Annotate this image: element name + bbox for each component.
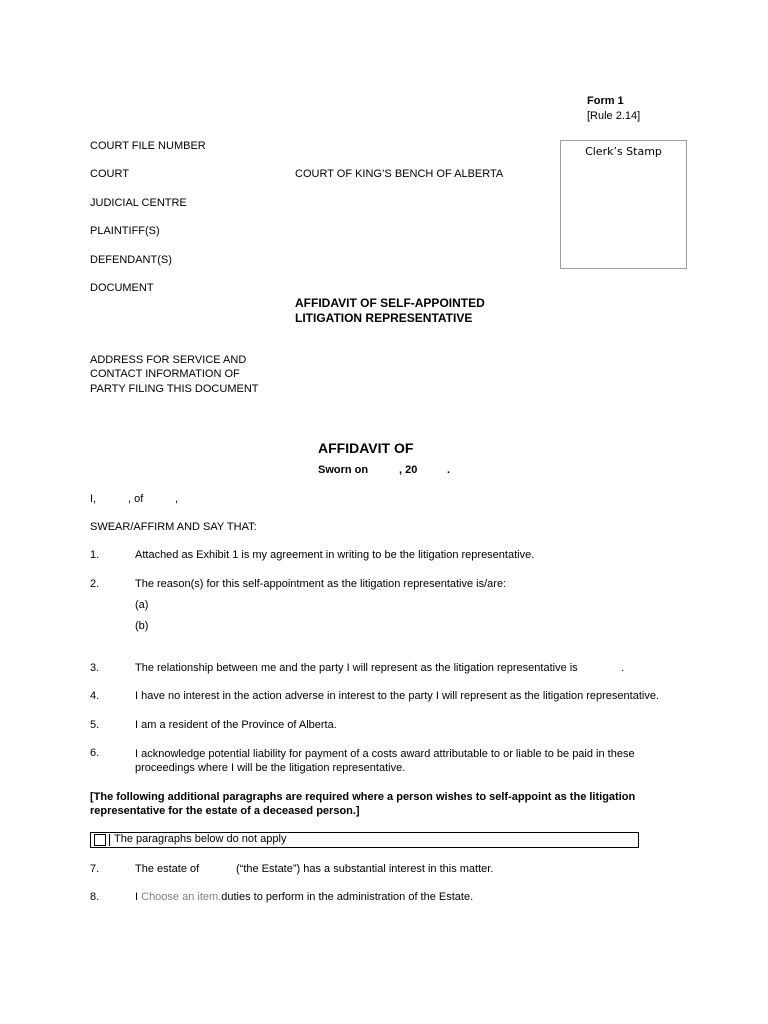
paragraph-6-text: I acknowledge potential liability for payment of a costs award attributable to or liable to be paid in these proceedings where I will be the litigation representative. — [135, 748, 635, 774]
form-number: Form 1 — [587, 95, 624, 107]
paragraph-2-number: 2. — [90, 578, 100, 590]
paragraph-6-number: 6. — [90, 747, 100, 759]
swear-affirm-line: SWEAR/AFFIRM AND SAY THAT: — [90, 521, 257, 533]
additional-paragraphs-note: [The following additional paragraphs are required where a person wishes to self-appoint as the litigation representative for the estate of a deceased person.] — [90, 791, 636, 817]
intro-comma: , — [175, 493, 179, 505]
not-apply-divider — [109, 834, 110, 846]
address-line2: CONTACT INFORMATION OF — [90, 368, 240, 380]
paragraph-4-number: 4. — [90, 690, 100, 702]
document-title-line2: LITIGATION REPRESENTATIVE — [295, 311, 473, 325]
affidavit-heading: AFFIDAVIT OF — [318, 440, 414, 456]
sworn-year-label: , 20 — [399, 464, 418, 476]
intro-i: I, — [90, 493, 97, 505]
plaintiffs-label: PLAINTIFF(S) — [90, 225, 160, 237]
not-apply-box — [90, 832, 639, 848]
paragraph-7-text-b: (“the Estate”) has a substantial interest in this matter. — [236, 863, 494, 875]
address-line3: PARTY FILING THIS DOCUMENT — [90, 383, 259, 395]
paragraph-5-text: I am a resident of the Province of Alberta. — [135, 719, 337, 731]
paragraph-5-number: 5. — [90, 719, 100, 731]
sworn-end: . — [447, 464, 451, 476]
court-file-number-label: COURT FILE NUMBER — [90, 140, 206, 152]
intro-of: , of — [128, 493, 144, 505]
paragraph-3-number: 3. — [90, 662, 100, 674]
address-line1: ADDRESS FOR SERVICE AND — [90, 354, 247, 366]
paragraph-7-text-a: The estate of — [135, 863, 200, 875]
paragraph-2-text: The reason(s) for this self-appointment as the litigation representative is/are: — [135, 578, 507, 590]
paragraph-3-text: The relationship between me and the party I will represent as the litigation representative is — [135, 662, 578, 674]
not-apply-label: The paragraphs below do not apply — [114, 833, 287, 845]
court-value: COURT OF KING’S BENCH OF ALBERTA — [295, 168, 504, 180]
form-rule: [Rule 2.14] — [587, 110, 641, 122]
choose-an-item-dropdown[interactable]: Choose an item. — [141, 891, 222, 903]
paragraph-4-text: I have no interest in the action adverse in interest to the party I will represent as the litigation representative. — [135, 690, 660, 702]
paragraph-2-sub-a: (a) — [135, 599, 149, 611]
paragraph-7-number: 7. — [90, 863, 100, 875]
not-apply-checkbox[interactable] — [94, 834, 106, 846]
document-label: DOCUMENT — [90, 282, 154, 294]
paragraph-3-end: . — [621, 662, 625, 674]
document-title-line1: AFFIDAVIT OF SELF-APPOINTED — [295, 296, 485, 310]
paragraph-8-text-b: duties to perform in the administration of the Estate. — [221, 891, 474, 903]
clerks-stamp-box — [560, 140, 687, 269]
sworn-on-label: Sworn on — [318, 464, 369, 476]
court-label: COURT — [90, 168, 129, 180]
paragraph-2-sub-b: (b) — [135, 620, 149, 632]
paragraph-1-text: Attached as Exhibit 1 is my agreement in writing to be the litigation representative. — [135, 549, 535, 561]
paragraph-8-text-a: I — [135, 891, 139, 903]
judicial-centre-label: JUDICIAL CENTRE — [90, 197, 187, 209]
paragraph-8-number: 8. — [90, 891, 100, 903]
defendants-label: DEFENDANT(S) — [90, 254, 172, 266]
paragraph-8-line — [135, 891, 473, 903]
clerks-stamp-label: Clerk’s Stamp — [585, 145, 662, 158]
paragraph-1-number: 1. — [90, 549, 100, 561]
